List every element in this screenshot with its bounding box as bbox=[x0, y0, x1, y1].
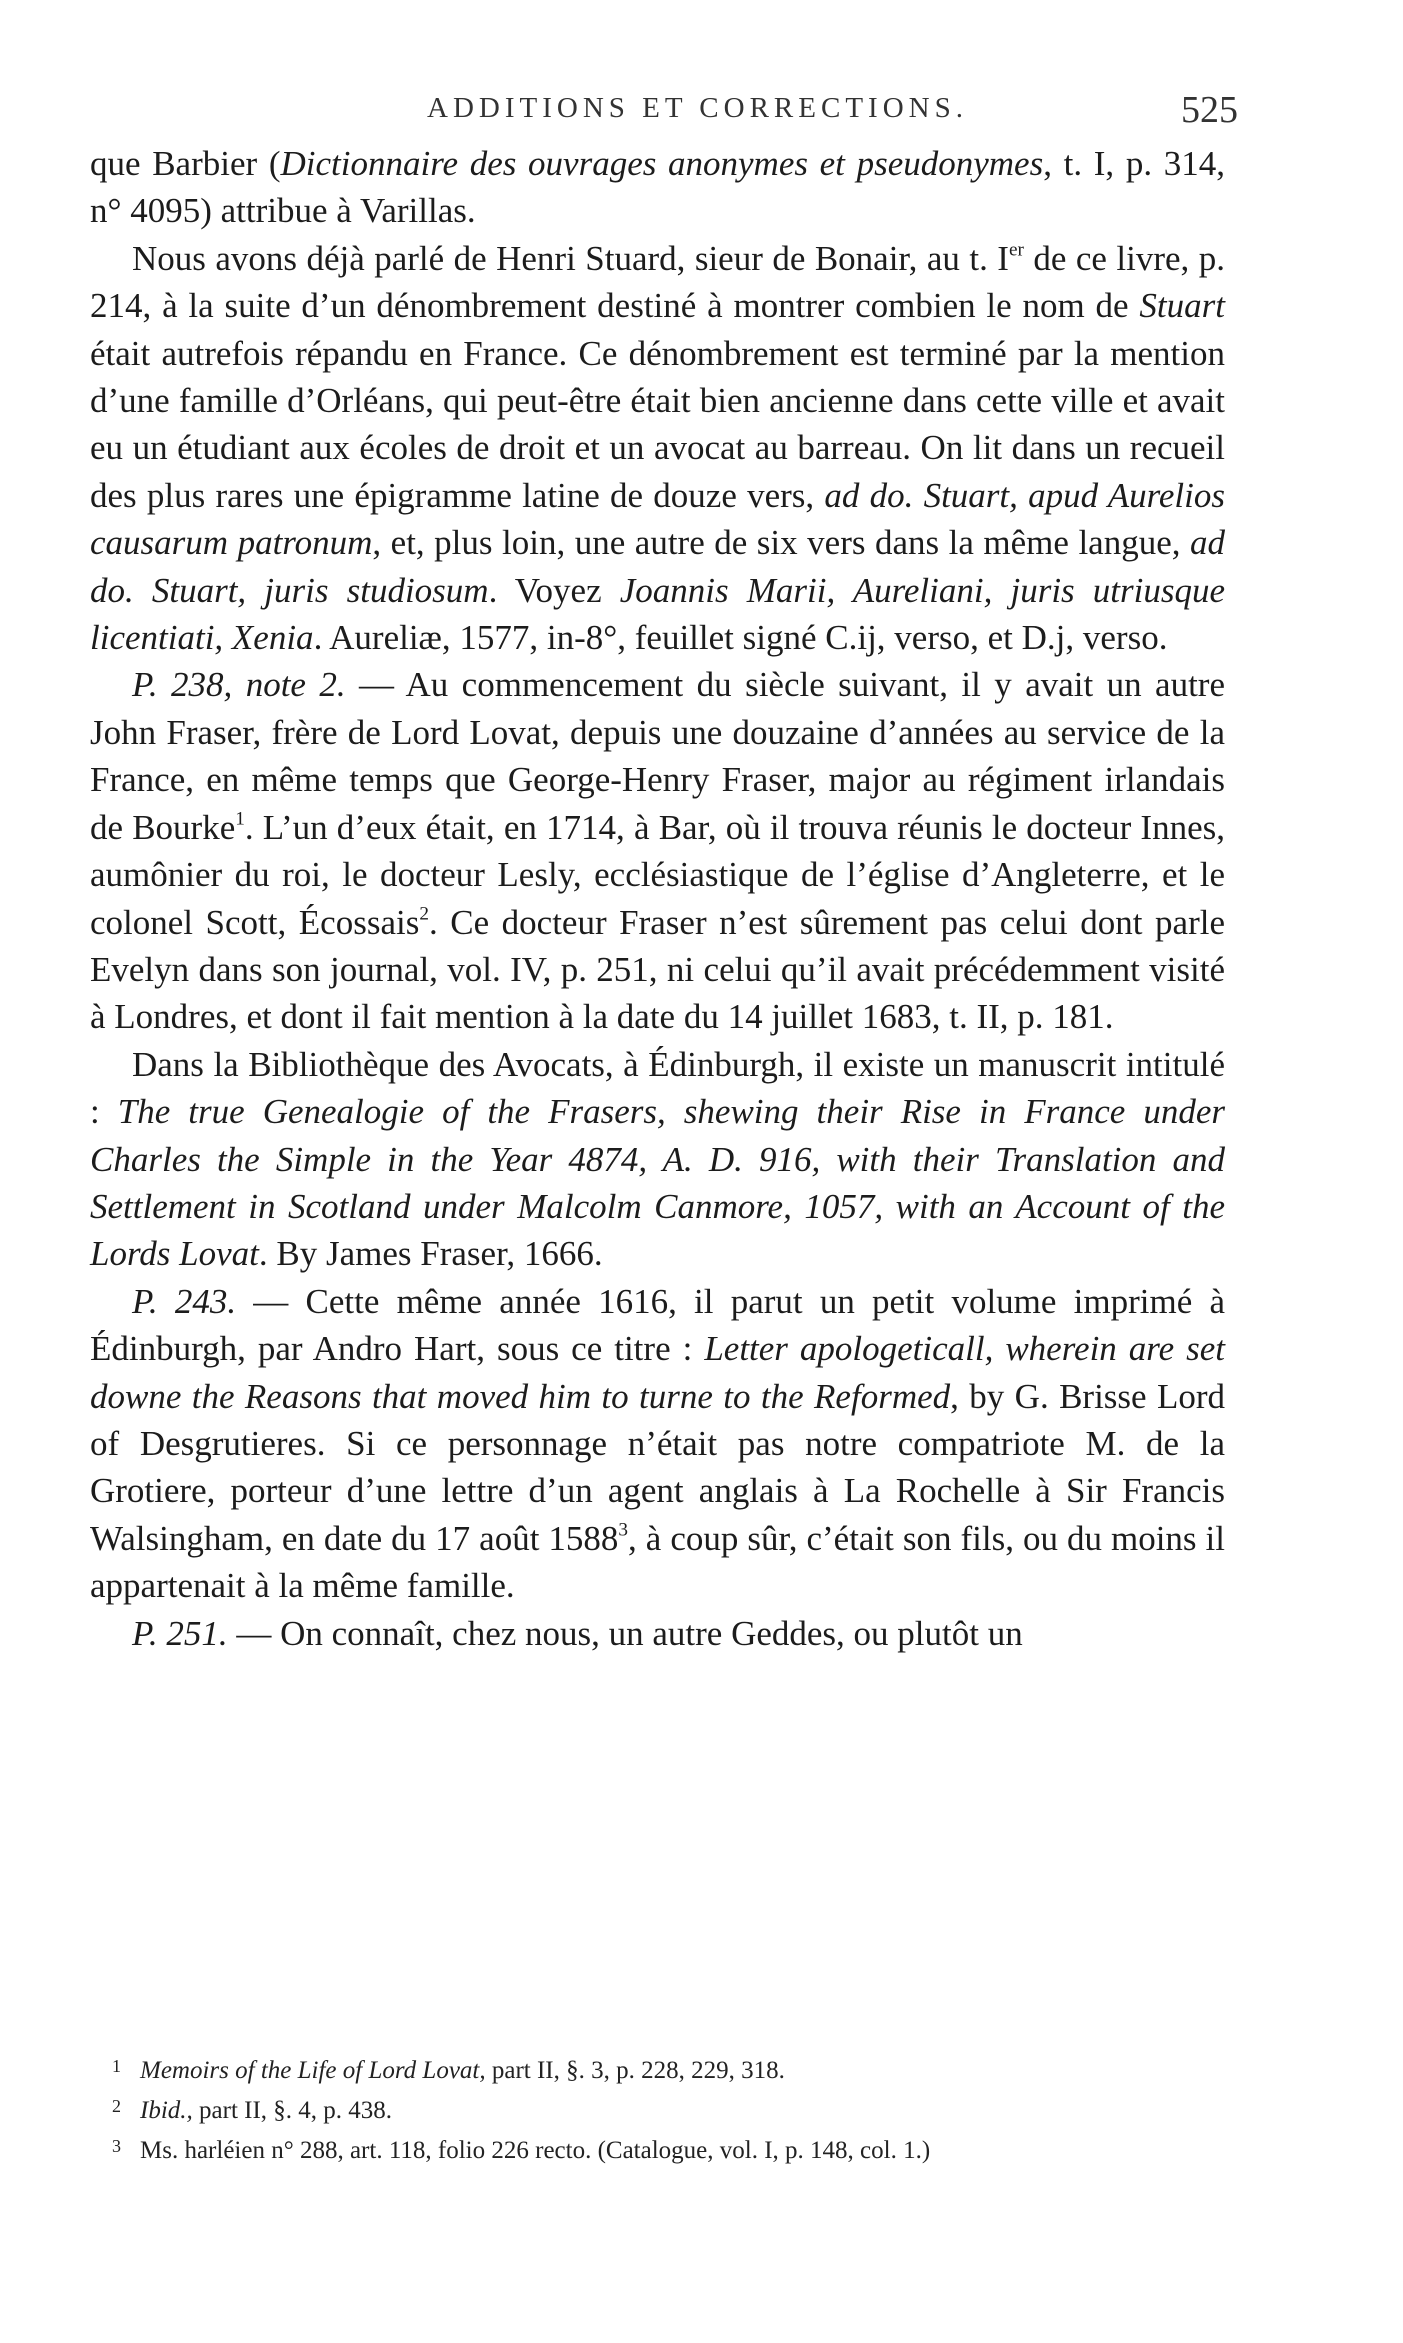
text-run: , by G. Brisse Lord of Desgrutieres. Si ce personnage n’était pas notre compatriote M. de la Grotiere, porteur d’une lettre d’un agent anglais à La Rochelle à Sir Francis Walsingham, en date du 17 août 1588 bbox=[90, 1376, 1226, 1558]
text-run: — Au commencement du siècle suivant, il y avait un autre John Fraser, frère de Lord Lovat, depuis une douzaine d’années au service de la France, en même temps que George-Henry Fraser, major au régiment irlandais de Bourke bbox=[90, 665, 1225, 847]
footnote-marker: 3 bbox=[618, 1519, 629, 1541]
text-run: . Ce docteur Fraser n’est sûrement pas celui dont parle Evelyn dans son journal, vol. IV, p. 251, ni celui qu’il avait précédemment visité à Londres, et dont il fait mention à la date du 14 juillet 1683, t. II, p. 181. bbox=[90, 902, 1225, 1037]
footnote bbox=[112, 2089, 1212, 2128]
footnote-text: part II, §. 3, p. 228, 229, 318. bbox=[485, 2057, 785, 2084]
text-run: . Aureliæ, 1577, in-8°, feuillet signé C.ij, verso, et D.j, verso. bbox=[313, 618, 1168, 658]
footnote-italic: Memoirs of the Life of Lord Lovat, bbox=[140, 2057, 486, 2084]
footnote bbox=[112, 2049, 1212, 2088]
footnote-marker: 2 bbox=[419, 903, 429, 925]
italic-title: ad do. Stuart, apud Aurelios causarum patronum bbox=[90, 475, 1226, 563]
running-head: ADDITIONS ET CORRECTIONS. bbox=[427, 92, 968, 124]
footnote bbox=[112, 2129, 1212, 2168]
italic-title: Letter apologeticall, wherein are set downe the Reasons that moved him to turne to the Reformed bbox=[90, 1329, 1225, 1416]
italic-title: Dictionnaire des ouvrages anonymes et pseudonymes bbox=[280, 144, 1044, 183]
page-reference: P. 238, note 2. bbox=[132, 665, 346, 705]
paragraph-5 bbox=[90, 1278, 1225, 1610]
text-run: , t. I, p. 314, n° 4095) attribue à Varillas. bbox=[90, 144, 1226, 231]
text-run: . L’un d’eux était, en 1714, à Bar, où il trouva réunis le docteur Innes, aumônier du roi, le docteur Lesly, ecclésiastique de l’église d’Angleterre, et le colonel Scott, Écossais bbox=[90, 807, 1225, 942]
text-run: — Cette même année 1616, il parut un petit volume imprimé à Édinburgh, par Andro Hart, sous ce titre : bbox=[90, 1281, 1225, 1369]
footnote-italic: Ibid., bbox=[140, 2097, 193, 2124]
italic-word: Stuart bbox=[1139, 286, 1225, 326]
text-run: était autrefois répandu en France. Ce dénombrement est terminé par la mention d’une famille d’Orléans, qui peut-être était bien ancienne dans cette ville et avait eu un étudiant aux écoles de droit et un avocat au barreau. On lit dans un recueil des plus rares une épigramme latine de douze vers, bbox=[90, 333, 1225, 515]
page-reference: P. 251. bbox=[132, 1613, 228, 1653]
paragraph-2 bbox=[90, 235, 1225, 662]
footnote-number: 3 bbox=[112, 2136, 121, 2156]
footnote-number: 2 bbox=[112, 2096, 121, 2116]
footnotes bbox=[112, 2049, 1212, 2169]
paragraph-3 bbox=[90, 661, 1225, 1040]
paragraph-4 bbox=[90, 1041, 1225, 1278]
italic-title: ad do. Stuart, juris studiosum bbox=[90, 523, 1226, 610]
text-run: que Barbier ( bbox=[90, 144, 281, 183]
italic-title: The true Genealogie of the Frasers, shewing their Rise in France under Charles the Simple in the Year 4874, A. D. 916, with their Translation and Settlement in Scotland under Malcolm Canmore, 1057, with an Account of the Lords Lovat bbox=[90, 1092, 1225, 1274]
paragraph-1 bbox=[90, 140, 1225, 235]
italic-title: Joannis Marii, Aureliani, juris utriusque licentiati, Xenia bbox=[90, 570, 1225, 658]
page-reference: P. 243. bbox=[132, 1281, 237, 1321]
text-run: . By James Fraser, 1666. bbox=[258, 1234, 603, 1274]
main-text bbox=[90, 140, 1225, 1657]
text-run: de ce livre, p. 214, à la suite d’un dénombrement destiné à montrer combien le nom de bbox=[90, 238, 1225, 326]
text-run: . Voyez bbox=[488, 570, 620, 610]
paragraph-6 bbox=[90, 1610, 1225, 1657]
text-run: , à coup sûr, c’était son fils, ou du moins il appartenait à la même famille. bbox=[90, 1518, 1225, 1606]
text-run: , et, plus loin, une autre de six vers dans la même langue, bbox=[372, 523, 1191, 563]
footnote-marker: 1 bbox=[235, 808, 245, 830]
text-run: — On connaît, chez nous, un autre Geddes, ou plutôt un bbox=[227, 1613, 1023, 1653]
text-run: Dans la Bibliothèque des Avocats, à Édinburgh, il existe un manuscrit intitulé : bbox=[90, 1044, 1225, 1132]
footnote-text: part II, §. 4, p. 438. bbox=[192, 2097, 393, 2124]
footnote-number: 1 bbox=[112, 2056, 121, 2076]
superscript: er bbox=[1008, 239, 1024, 261]
text-run: Nous avons déjà parlé de Henri Stuard, sieur de Bonair, au t. I bbox=[132, 238, 1009, 278]
footnote-text: Ms. harléien n° 288, art. 118, folio 226 recto. (Catalogue, vol. I, p. 148, col. 1.) bbox=[140, 2137, 931, 2164]
page-number: 525 bbox=[1181, 89, 1238, 131]
